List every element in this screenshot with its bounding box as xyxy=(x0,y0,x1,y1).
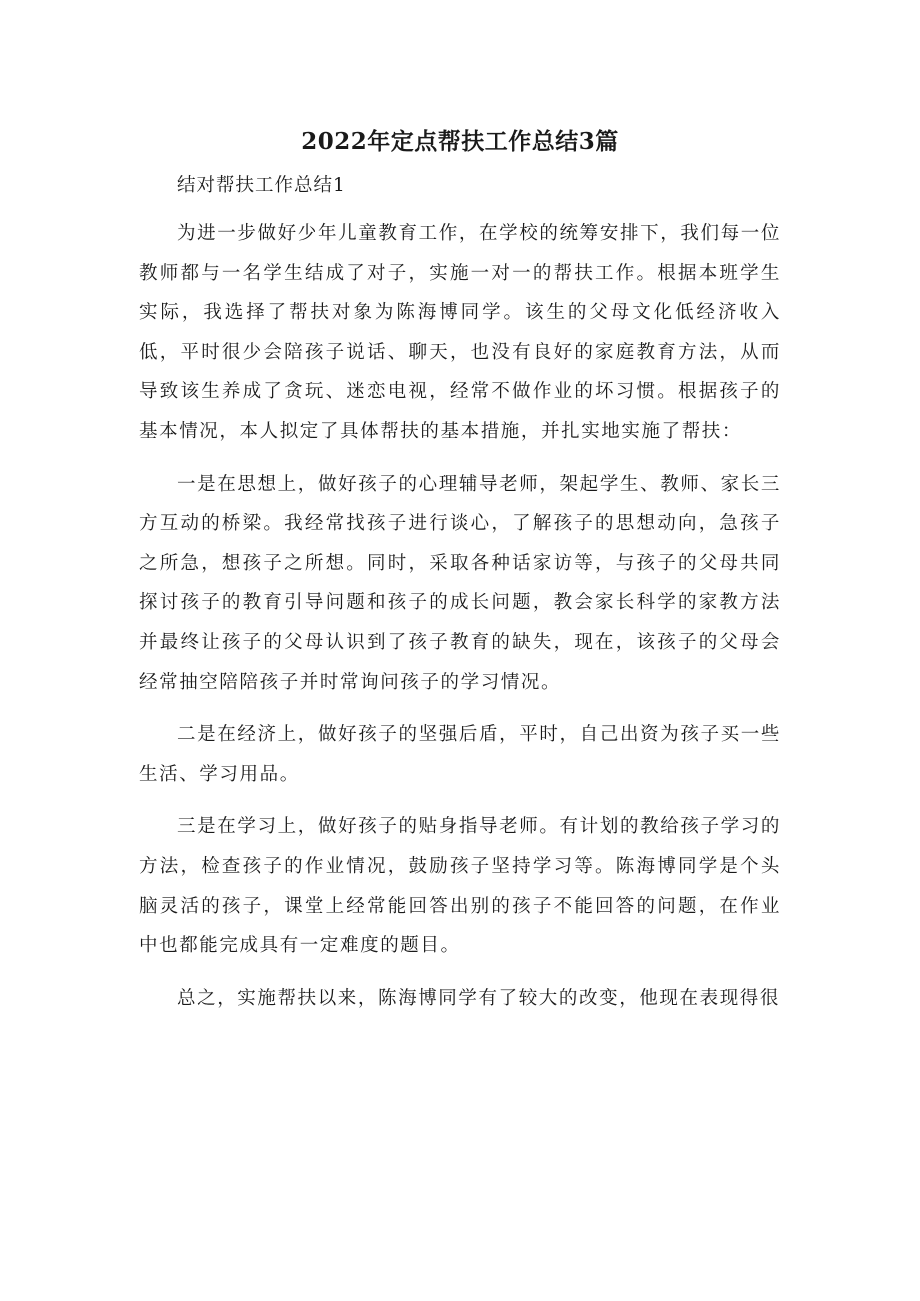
paragraph-4: 三是在学习上，做好孩子的贴身指导老师。有计划的教给孩子学习的方法，检查孩子的作业情况，鼓励孩子坚持学习等。陈海博同学是个头脑灵活的孩子，课堂上经常能回答出别的孩子不能回答的问题，在作业中也都能完成具有一定难度的题目。 xyxy=(139,816,781,957)
document-body xyxy=(139,170,781,1031)
document-title: 2022年定点帮扶工作总结3篇 xyxy=(301,128,619,155)
paragraph-1: 为进一步做好少年儿童教育工作，在学校的统筹安排下，我们每一位教师都与一名学生结成了对子，实施一对一的帮扶工作。根据本班学生实际，我选择了帮扶对象为陈海博同学。该生的父母文化低经济收入低，平时很少会陪孩子说话、聊天，也没有良好的家庭教育方法，从而导致该生养成了贪玩、迷恋电视，经常不做作业的坏习惯。根据孩子的基本情况，本人拟定了具体帮扶的基本措施，并扎实地实施了帮扶： xyxy=(139,223,781,442)
paragraph-5: 总之，实施帮扶以来，陈海博同学有了较大的改变，他现在表现得很 xyxy=(177,987,781,1009)
paragraph-3: 二是在经济上，做好孩子的坚强后盾，平时，自己出资为孩子买一些生活、学习用品。 xyxy=(139,724,781,785)
paragraph-2: 一是在思想上，做好孩子的心理辅导老师，架起学生、教师、家长三方互动的桥梁。我经常找孩子进行谈心，了解孩子的思想动向，急孩子之所急，想孩子之所想。同时，采取各种话家访等，与孩子的父母共同探讨孩子的教育引导问题和孩子的成长问题，教会家长科学的家教方法并最终让孩子的父母认识到了孩子教育的缺失，现在，该孩子的父母会经常抽空陪陪孩子并时常询问孩子的学习情况。 xyxy=(139,473,781,693)
section-heading: 结对帮扶工作总结1 xyxy=(177,175,346,196)
